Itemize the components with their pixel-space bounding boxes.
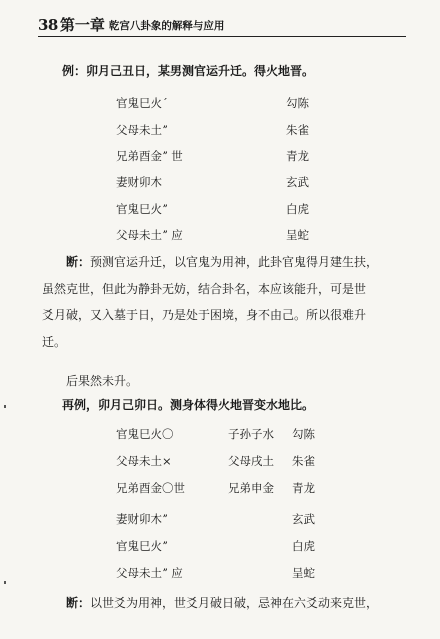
ex2-judgment-text1: 以世爻为用神，世爻月破日破，忌神在六爻动来克世， (90, 596, 379, 610)
ex2-row3-spirit: 青龙 (292, 481, 315, 495)
scan-mark (4, 405, 6, 408)
example1-intro-text: 卯月己丑日，某男测官运升迁。得火地晋。 (86, 64, 315, 78)
example2-judgment (66, 595, 378, 611)
example2-intro-text: 卯月己卯日。测身体得火地晋变水地比。 (98, 398, 315, 412)
ex1-row4-spirit: 玄武 (286, 175, 309, 189)
scan-mark (4, 581, 6, 584)
ex1-row1-line: 官鬼巳火ˊ (116, 96, 168, 110)
ex1-judgment-line1 (42, 249, 414, 276)
ex2-row6-line: 父母未土ˮ 应 (116, 566, 183, 580)
ex2-row2-line: 父母未土× (116, 454, 172, 468)
ex2-row5-spirit: 白虎 (292, 539, 315, 553)
header-divider (38, 36, 406, 37)
ex1-row2-line: 父母未土ˮ (116, 123, 168, 137)
ex1-row3-spirit: 青龙 (286, 149, 309, 163)
ex2-row2-changed: 父母戌土 (228, 454, 274, 468)
ex1-judgment-text1: 预测官运升迁，以官鬼为用神，此卦官鬼得月建生扶， (90, 255, 379, 269)
example1-intro (62, 63, 314, 79)
ex2-row4-line: 妻财卯木ˮ (116, 512, 168, 526)
ex1-row4-line: 妻财卯木 (116, 175, 162, 189)
ex1-row1-spirit: 勾陈 (286, 96, 309, 110)
ex2-row3-changed: 兄弟申金 (228, 481, 274, 495)
example1-result: 后果然未升。 (66, 374, 139, 388)
chapter-title: 乾宫八卦象的解释与应用 (108, 20, 225, 32)
example2-intro-label: 再例， (62, 398, 99, 412)
ex1-judgment-line4: 迁。 (42, 334, 67, 349)
ex2-row1-changed: 子孙子水 (228, 427, 274, 441)
ex2-row5-line: 官鬼巳火ˮ (116, 539, 168, 553)
chapter-label: 第一章 (59, 16, 105, 34)
example2-intro (62, 397, 314, 413)
ex1-row6-spirit: 呈蛇 (286, 228, 309, 242)
ex1-row2-spirit: 朱雀 (286, 123, 309, 137)
ex1-row5-spirit: 白虎 (286, 202, 309, 216)
ex1-judgment-line2: 虽然克世，但此为静卦无妨，结合卦名，本应该能升，可是世 (42, 281, 367, 296)
ex2-row4-spirit: 玄武 (292, 512, 315, 526)
ex2-row3-line: 兄弟酉金〇世 (116, 481, 185, 495)
example1-intro-label: 例： (62, 64, 87, 78)
ex1-judgment-lead: 断： (66, 255, 91, 269)
ex2-row2-spirit: 朱雀 (292, 454, 315, 468)
ex1-row5-line: 官鬼巳火ˮ (116, 202, 168, 216)
running-header (38, 12, 408, 34)
page-number: 38 (38, 16, 58, 34)
ex2-row1-line: 官鬼巳火〇 (116, 427, 174, 441)
example1-judgment (42, 249, 414, 355)
ex1-row6-line: 父母未土ˮ 应 (116, 228, 183, 242)
ex2-row1-spirit: 勾陈 (292, 427, 315, 441)
ex2-row6-spirit: 呈蛇 (292, 566, 315, 580)
ex2-judgment-lead: 断： (66, 596, 91, 610)
ex1-judgment-line3: 爻月破，又入墓于日，乃是处于困境，身不由己。所以很难升 (42, 308, 367, 322)
ex1-row3-line: 兄弟酉金ˮ 世 (116, 149, 183, 163)
